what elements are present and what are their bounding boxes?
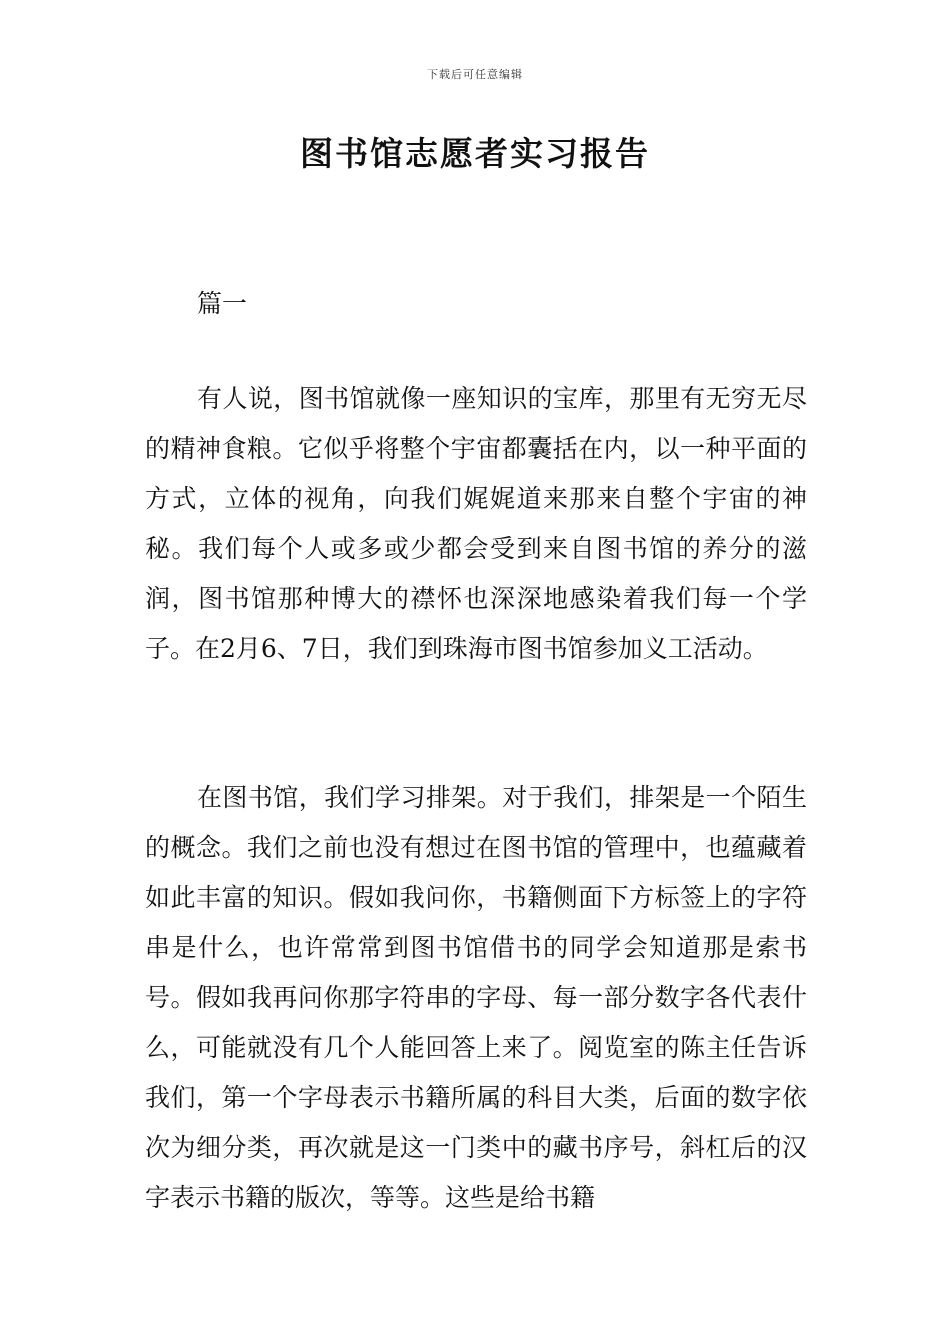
header-note: 下载后可任意编辑: [427, 68, 523, 81]
body-paragraph: 在图书馆，我们学习排架。对于我们，排架是一个陌生的概念。我们之前也没有想过在图书馆的管理中，也蕴藏着如此丰富的知识。假如我问你，书籍侧面下方标签上的字符串是什么，也许常常到图书馆借书的同学会知道那是索书号。假如我再问你那字符串的字母、每一部分数字各代表什么，可能就没有几个人能回答上来了。阅览室的陈主任告诉我们，第一个字母表示书籍所属的科目大类，后面的数字依次为细分类，再次就是这一门类中的藏书序号，斜杠后的汉字表示书籍的版次，等等。这些是给书籍: [145, 783, 807, 1212]
body-paragraph: 有人说，图书馆就像一座知识的宝库，那里有无穷无尽的精神食粮。它似乎将整个宇宙都囊括在内，以一种平面的方式，立体的视角，向我们娓娓道来那来自整个宇宙的神秘。我们每个人或多或少都会受到来自图书馆的养分的滋润，图书馆那种博大的襟怀也深深地感染着我们每一个学子。在2月6、7日，我们到珠海市图书馆参加义工活动。: [145, 384, 807, 663]
document-title: 图书馆志愿者实习报告: [300, 134, 650, 173]
section-heading: 篇一: [197, 289, 248, 318]
